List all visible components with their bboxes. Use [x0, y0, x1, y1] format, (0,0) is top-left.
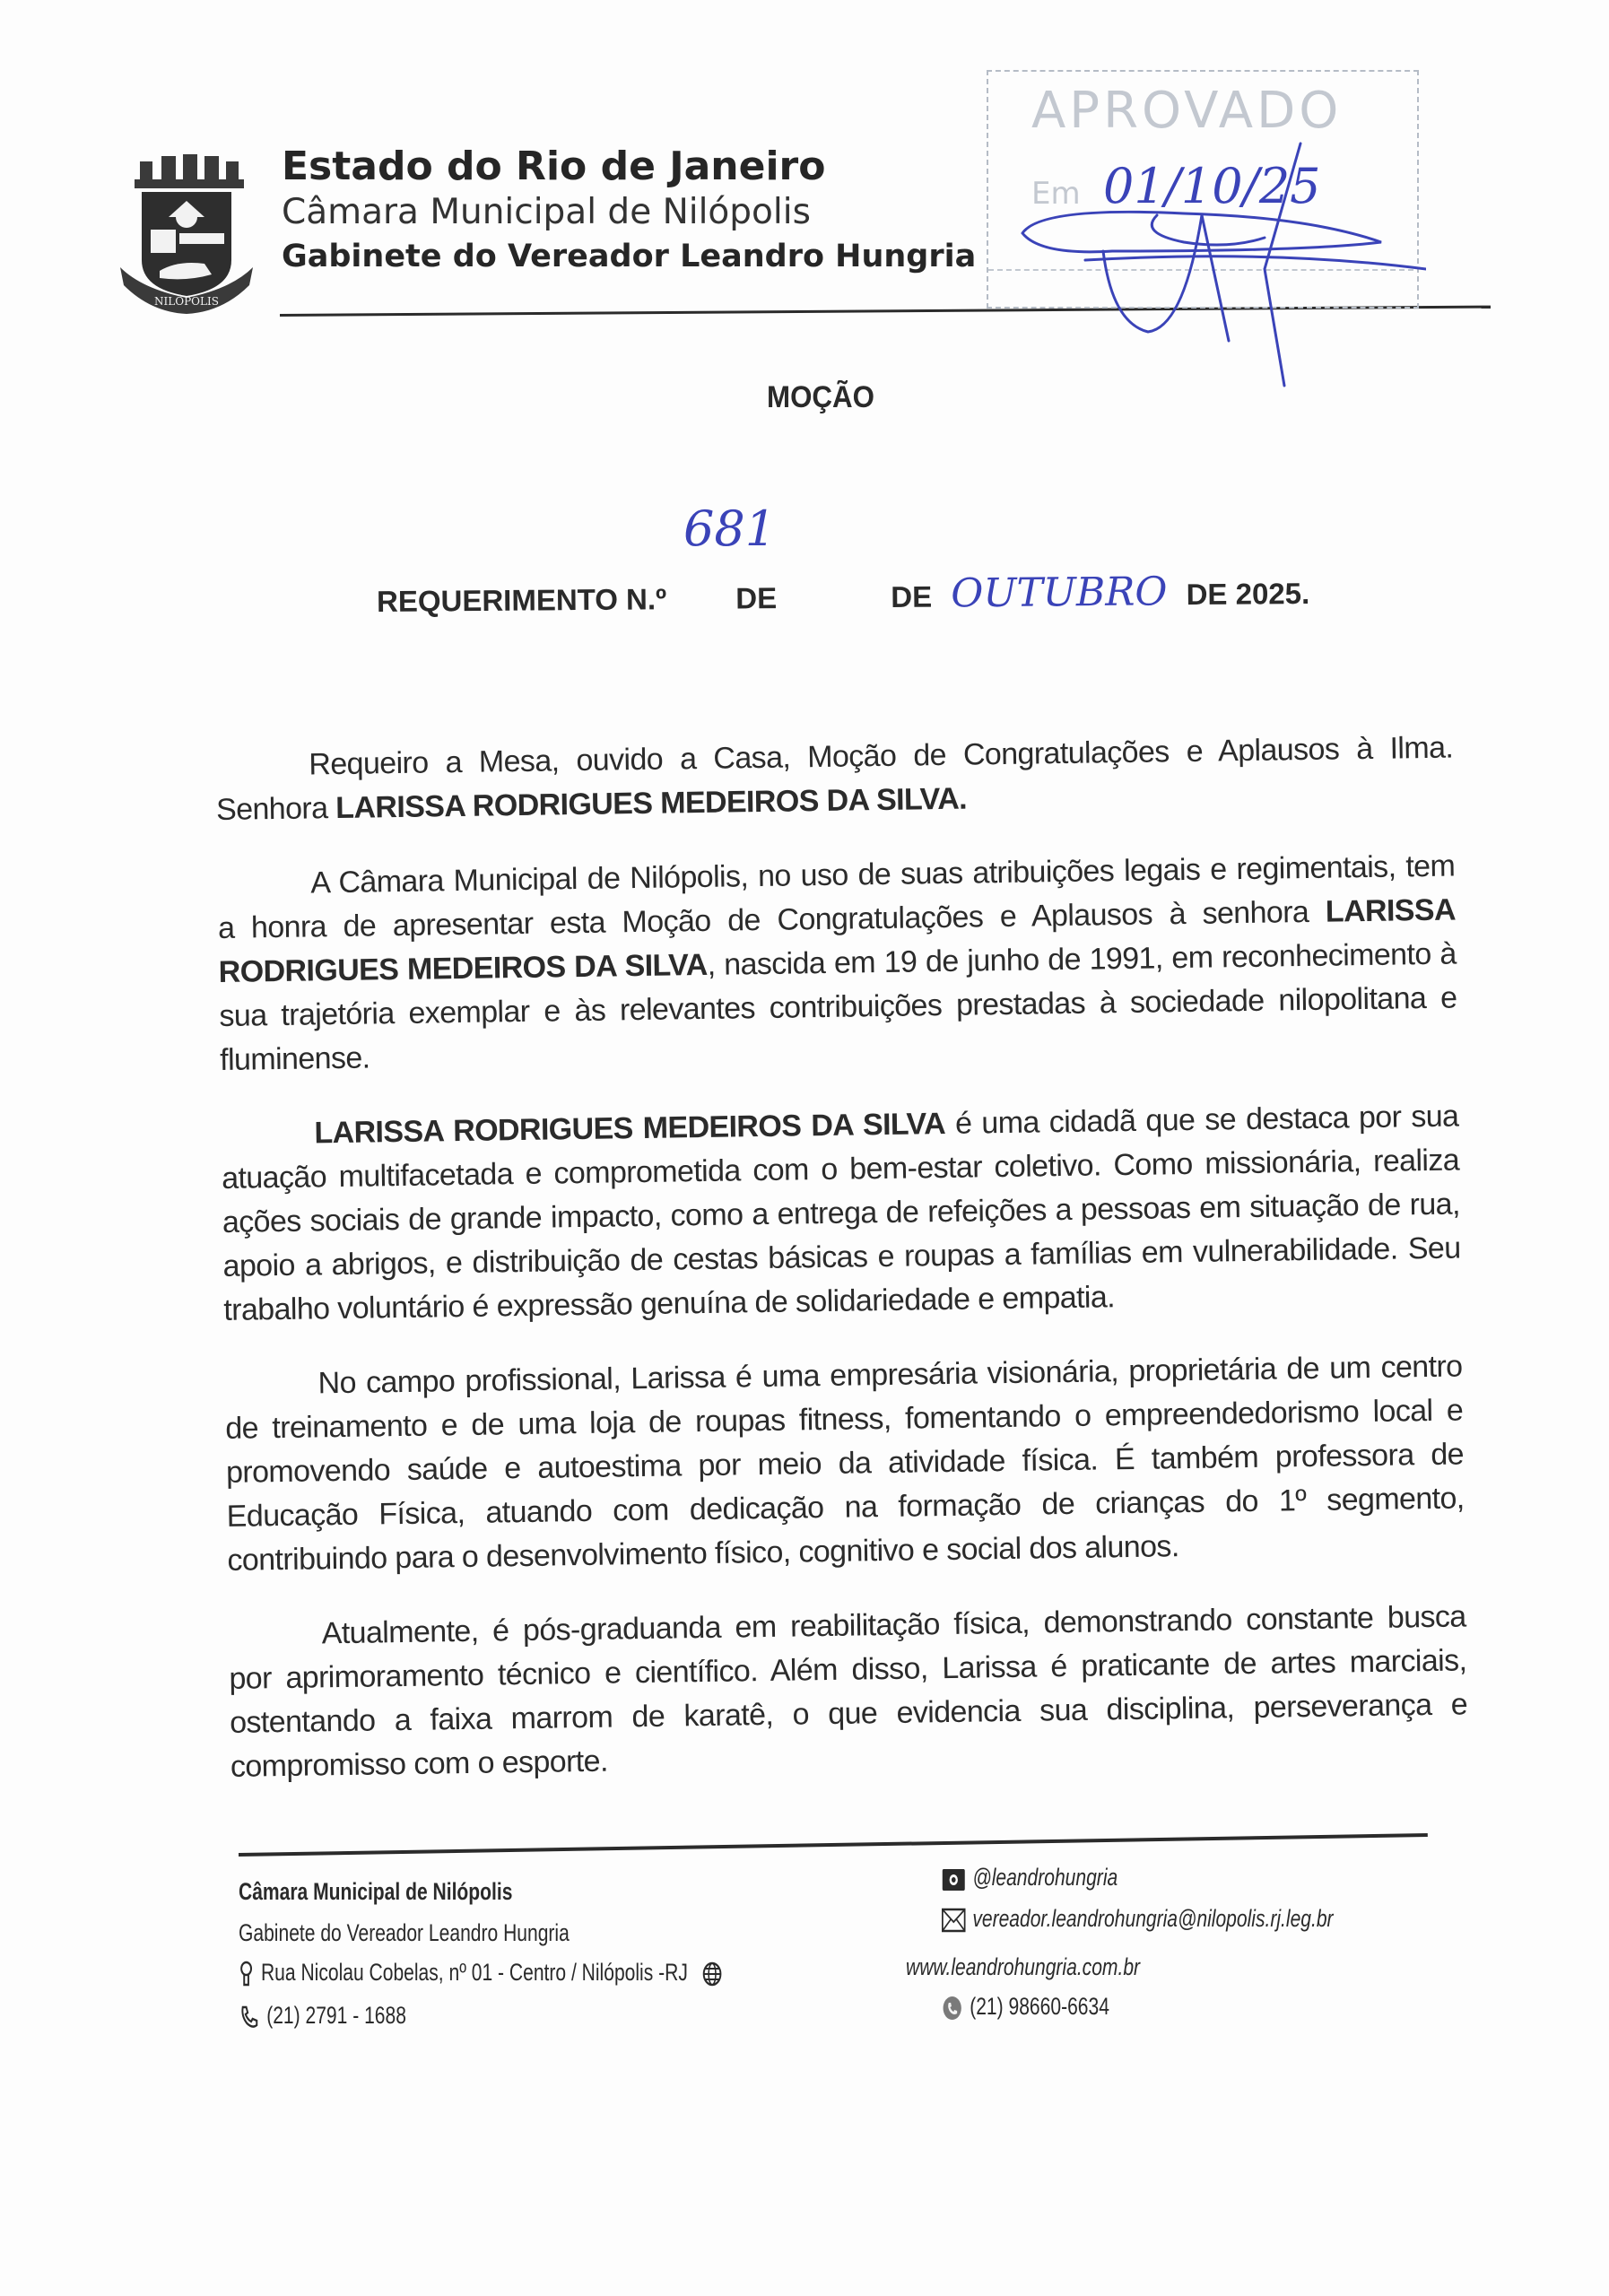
footer-org: Câmara Municipal de Nilópolis: [239, 1878, 513, 1905]
document-body: [215, 726, 1469, 1820]
email-link[interactable]: vereador.leandrohungria@nilopolis.rj.leg.br: [972, 1905, 1334, 1932]
request-label: REQUERIMENTO N.º: [376, 582, 667, 618]
logo-ribbon-text: NILÓPOLIS: [154, 295, 219, 308]
paragraph-text: A Câmara Municipal de Nilópolis, no uso de suas atribuições legais e regimentais, tem a honra de apresentar esta Moção de Congratulações e Aplausos à senhora: [217, 848, 1456, 945]
honoree-name: LARISSA RODRIGUES MEDEIROS DA SILVA: [314, 1106, 946, 1151]
footer-address: [239, 1959, 729, 1987]
paragraph-text: Requeiro a Mesa, ouvido a Casa, Moção de Congratulações e Aplausos à Ilma. Senhora: [215, 730, 1454, 827]
header-title: Estado do Rio de Janeiro: [282, 144, 826, 189]
document-type-title: MOÇÃO: [767, 380, 874, 414]
stamp-handwritten-date: 01/10/25: [1103, 158, 1321, 214]
paragraph-2: [217, 845, 1457, 1083]
month-handwritten: OUTUBRO: [951, 569, 1168, 617]
header-subtitle: Câmara Municipal de Nilópolis: [282, 192, 811, 232]
paragraph-5: [228, 1595, 1468, 1788]
request-de-1: DE: [735, 581, 778, 615]
phone-text: (21) 2791 - 1688: [266, 2002, 406, 2029]
camera-icon: [942, 1866, 966, 1892]
footer-email: [942, 1905, 1334, 1933]
footer-whatsapp: [942, 1993, 1109, 2022]
paragraph-text: Atualmente, é pós-graduanda em reabilitação física, demonstrando constante busca por aprimoramento técnico e científico. Além disso, Larissa é praticante de artes marciais, ostentando a faixa marrom de karatê, o que evidencia sua disciplina, perseverança e compromisso com o esporte.: [229, 1599, 1468, 1784]
stamp-text: APROVADO: [1031, 82, 1343, 140]
coat-of-arms-logo: [115, 154, 258, 316]
paragraph-4: [224, 1344, 1465, 1582]
phone-icon: [239, 2004, 259, 2031]
paragraph-text: , nascida em 19 de junho de 1991, em reconhecimento à sua trajetória exemplar e às relevantes contribuições prestadas à sociedade nilopolitana e fluminense.: [219, 936, 1457, 1077]
globe-icon: [701, 1961, 722, 1987]
whatsapp-icon: [942, 1995, 962, 2022]
footer-office: Gabinete do Vereador Leandro Hungria: [239, 1919, 570, 1946]
footer-divider: [239, 1833, 1428, 1857]
request-number-handwritten: 681: [683, 500, 777, 557]
honoree-name: LARISSA RODRIGUES MEDEIROS DA SILVA.: [335, 781, 968, 826]
footer-phone: [239, 2002, 406, 2031]
address-text: Rua Nicolau Cobelas, nº 01 - Centro / Nilópolis -RJ: [260, 1959, 688, 1986]
website-link[interactable]: www.leandrohungria.com.br: [906, 1953, 1141, 1980]
stamp-date-prefix: Em: [1031, 176, 1081, 212]
footer-instagram: [942, 1864, 1118, 1892]
header-office: Gabinete do Vereador Leandro Hungria: [282, 239, 977, 274]
request-line: [377, 566, 1310, 627]
envelope-icon: [942, 1908, 966, 1933]
location-pin-icon: [239, 1961, 254, 1987]
paragraph-3: [221, 1094, 1461, 1332]
handwritten-signature: [1005, 117, 1426, 395]
instagram-handle[interactable]: @leandrohungria: [972, 1864, 1118, 1891]
paragraph-text: No campo profissional, Larissa é uma empresária visionária, proprietária de um centro de treinamento e de uma loja de roupas fitness, fomentando o empreendedorismo local e promovendo saúde e autoestima por meio da atividade física. É também professora de Educação Física, atuando com dedicação na formação de crianças do 1º segmento, contribuindo para o desenvolvimento físico, cognitivo e social dos alunos.: [225, 1349, 1465, 1578]
paragraph-text: é uma cidadã que se destaca por sua atuação multifacetada e comprometida com o bem-estar coletivo. Como missionária, realiza ações sociais de grande impacto, como a entrega de refeições a pessoas em situação de rua, apoio a abrigos, e distribuição de cestas básicas e roupas a famílias em vulnerabilidade. Seu trabalho voluntário é expressão genuína de solidariedade e empatia.: [221, 1099, 1461, 1327]
paragraph-1: [215, 726, 1454, 832]
footer-website: [906, 1953, 1140, 1981]
request-year: DE 2025.: [1186, 576, 1310, 612]
request-de-2: DE: [891, 579, 933, 613]
honoree-name: LARISSA RODRIGUES MEDEIROS DA SILVA: [218, 892, 1457, 989]
whatsapp-number[interactable]: (21) 98660-6634: [970, 1993, 1109, 2020]
